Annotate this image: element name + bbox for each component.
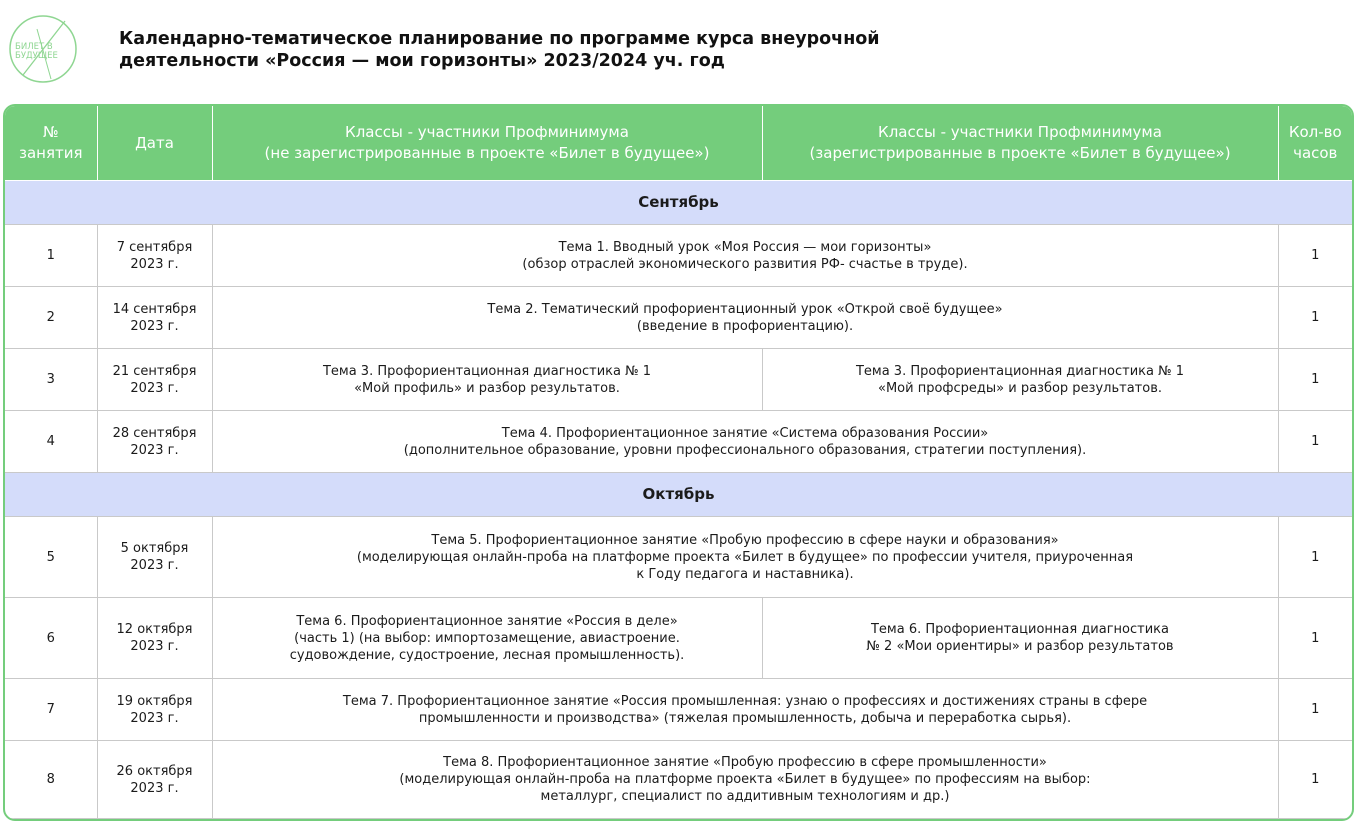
lesson-number: 3 bbox=[5, 349, 97, 411]
lesson-topic: Тема 8. Профориентационное занятие «Пробую профессию в сфере промышленности» (моделирующая онлайн-проба на платформе проекта «Билет в будущее» по профессиям на выбор: металлург, специалист по аддитивным технологиям и др.) bbox=[212, 741, 1278, 819]
lesson-topic-registered: Тема 3. Профориентационная диагностика № 1 «Мой профсреды» и разбор результатов. bbox=[762, 349, 1278, 411]
lesson-hours: 1 bbox=[1278, 349, 1352, 411]
table-row bbox=[5, 349, 1352, 411]
page-title-line-2: деятельности «Россия — мои горизонты» 2023/2024 уч. год bbox=[119, 51, 725, 71]
lesson-date: 28 сентября 2023 г. bbox=[97, 411, 212, 473]
lesson-topic: Тема 5. Профориентационное занятие «Пробую профессию в сфере науки и образования» (моделирующая онлайн-проба на платформе проекта «Билет в будущее» по профессии учителя, приуроченная к Году педагога и наставника). bbox=[212, 517, 1278, 598]
table-row bbox=[5, 411, 1352, 473]
lesson-date: 21 сентября 2023 г. bbox=[97, 349, 212, 411]
lesson-topic: Тема 2. Тематический профориентационный урок «Открой своё будущее» (введение в профориентацию). bbox=[212, 287, 1278, 349]
logo-text-line-1: БИЛЕТ В bbox=[15, 42, 53, 52]
lesson-date: 19 октября 2023 г. bbox=[97, 679, 212, 741]
table-row bbox=[5, 287, 1352, 349]
lesson-topic: Тема 7. Профориентационное занятие «Россия промышленная: узнаю о профессиях и достижениях страны в сфере промышленности и производства» (тяжелая промышленность, добыча и переработка сырья). bbox=[212, 679, 1278, 741]
lesson-number: 8 bbox=[5, 741, 97, 819]
lesson-topic-unregistered: Тема 3. Профориентационная диагностика № 1 «Мой профиль» и разбор результатов. bbox=[212, 349, 762, 411]
lesson-hours: 1 bbox=[1278, 287, 1352, 349]
bilet-v-budushchee-logo bbox=[7, 13, 79, 85]
table-row bbox=[5, 679, 1352, 741]
lesson-date: 5 октября 2023 г. bbox=[97, 517, 212, 598]
table-row bbox=[5, 517, 1352, 598]
lesson-number: 2 bbox=[5, 287, 97, 349]
lesson-date: 14 сентября 2023 г. bbox=[97, 287, 212, 349]
lesson-topic-registered: Тема 6. Профориентационная диагностика № 2 «Мои ориентиры» и разбор результатов bbox=[762, 598, 1278, 679]
column-header-date: Дата bbox=[97, 106, 212, 181]
lesson-number: 6 bbox=[5, 598, 97, 679]
lesson-hours: 1 bbox=[1278, 517, 1352, 598]
lesson-number: 5 bbox=[5, 517, 97, 598]
logo-text-line-2: БУДУЩЕЕ bbox=[15, 51, 58, 61]
column-header-registered-classes: Классы - участники Профминимума (зарегистрированные в проекте «Билет в будущее») bbox=[762, 106, 1278, 181]
lesson-date: 12 октября 2023 г. bbox=[97, 598, 212, 679]
lesson-date: 7 сентября 2023 г. bbox=[97, 225, 212, 287]
month-row-october bbox=[5, 473, 1352, 517]
lesson-hours: 1 bbox=[1278, 225, 1352, 287]
lesson-hours: 1 bbox=[1278, 741, 1352, 819]
table-header-row bbox=[5, 106, 1352, 181]
month-label: Октябрь bbox=[5, 473, 1352, 517]
lesson-hours: 1 bbox=[1278, 679, 1352, 741]
lesson-topic-unregistered: Тема 6. Профориентационное занятие «Россия в деле» (часть 1) (на выбор: импортозамещение, авиастроение. судовождение, судостроение, лесная промышленность). bbox=[212, 598, 762, 679]
column-header-lesson-number: № занятия bbox=[5, 106, 97, 181]
lesson-number: 4 bbox=[5, 411, 97, 473]
table-row bbox=[5, 225, 1352, 287]
schedule-table bbox=[3, 104, 1354, 821]
lesson-hours: 1 bbox=[1278, 598, 1352, 679]
page-title bbox=[119, 28, 1019, 72]
lesson-number: 7 bbox=[5, 679, 97, 741]
table-row bbox=[5, 741, 1352, 819]
month-label: Сентябрь bbox=[5, 181, 1352, 225]
lesson-number: 1 bbox=[5, 225, 97, 287]
column-header-hours: Кол-во часов bbox=[1278, 106, 1352, 181]
lesson-hours: 1 bbox=[1278, 411, 1352, 473]
schedule-table-grid bbox=[5, 106, 1352, 819]
column-header-unregistered-classes: Классы - участники Профминимума (не зарегистрированные в проекте «Билет в будущее») bbox=[212, 106, 762, 181]
lesson-topic: Тема 4. Профориентационное занятие «Система образования России» (дополнительное образование, уровни профессионального образования, стратегии поступления). bbox=[212, 411, 1278, 473]
lesson-date: 26 октября 2023 г. bbox=[97, 741, 212, 819]
table-row bbox=[5, 598, 1352, 679]
page-title-line-1: Календарно-тематическое планирование по программе курса внеурочной bbox=[119, 29, 880, 49]
lesson-topic: Тема 1. Вводный урок «Моя Россия — мои горизонты» (обзор отраслей экономического развития РФ- счастье в труде). bbox=[212, 225, 1278, 287]
month-row-september bbox=[5, 181, 1352, 225]
